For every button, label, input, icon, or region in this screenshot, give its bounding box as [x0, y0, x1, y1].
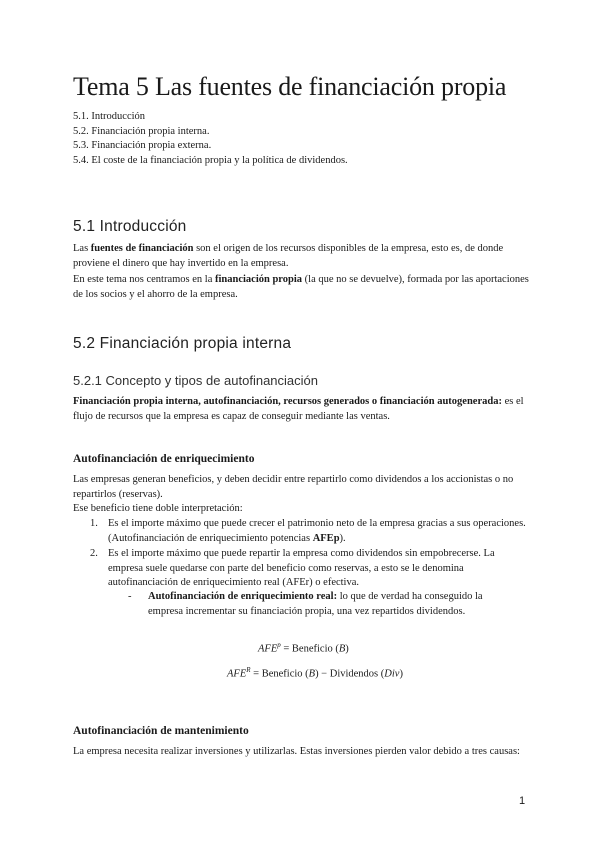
list-item: 1. Es el importe máximo que puede crecer el patrimonio neto de la empresa gracias a sus operaciones. (Autofinanciación de enriquecimiento potencias AFEp).: [90, 518, 526, 544]
page-title: Tema 5 Las fuentes de financiación propia: [73, 72, 507, 101]
toc-item: 5.1. Introducción: [73, 111, 146, 122]
mantenimiento-paragraph: La empresa necesita realizar inversiones y utilizarlas. Estas inversiones pierden valor debido a tres causas:: [73, 746, 520, 757]
table-of-contents: [73, 110, 348, 168]
equation-afe-potencial: $AFE^p$ = Beneficio (B): [258, 641, 349, 655]
toc-item: 5.2. Financiación propia interna.: [73, 125, 210, 137]
section-heading-introduccion: 5.1 Introducción: [73, 218, 187, 235]
page-number: 1: [519, 795, 526, 807]
list-item: 2. Es el importe máximo que puede repartir la empresa como dividendos sin empobrecerse. La empresa suele quedarse con parte del beneficio como reservas, a esto se le denomina autofinanciación de enriquecimiento real (AFEr) o efectiva.: [90, 548, 495, 588]
enriquecimiento-paragraph-2: Ese beneficio tiene doble interpretación:: [73, 503, 243, 514]
enriquecimiento-heading: Autofinanciación de enriquecimiento: [73, 453, 255, 465]
definition-paragraph: Financiación propia interna, autofinanciación, recursos generados o financiación autogenerada: es el flujo de recursos que la empresa es capaz de conseguir mediante las ventas.: [73, 396, 524, 422]
toc-item: 5.3. Financiación propia externa.: [73, 140, 212, 151]
section-heading-financiacion-interna: 5.2 Financiación propia interna: [73, 335, 292, 352]
equation-afe-real: $AFE^R$ = Beneficio (B) − Dividendos (Div): [227, 666, 403, 680]
intro-paragraph-1: Las fuentes de financiación son el origen de los recursos disponibles de la empresa, esto es, de donde proviene el dinero que hay invertido en la empresa.: [73, 243, 504, 269]
intro-paragraph-2: En este tema nos centramos en la financiación propia (la que no se devuelve), formada por las aportaciones de los socios y el ahorro de la empresa.: [73, 274, 529, 300]
enriquecimiento-paragraph-1: Las empresas generan beneficios, y deben decidir entre repartirlo como dividendos a los accionistas o no repartirlos (reservas).: [73, 474, 514, 500]
toc-item: 5.4. El coste de la financiación propia y la política de dividendos.: [73, 154, 348, 166]
mantenimiento-heading: Autofinanciación de mantenimiento: [73, 725, 249, 737]
subsection-heading: 5.2.1 Concepto y tipos de autofinanciación: [73, 373, 319, 388]
interpretation-list: [90, 517, 530, 592]
sub-bullet: - Autofinanciación de enriquecimiento real: lo que de verdad ha conseguido la empresa incrementar su financiación propia, una vez repartidos dividendos.: [128, 591, 483, 617]
